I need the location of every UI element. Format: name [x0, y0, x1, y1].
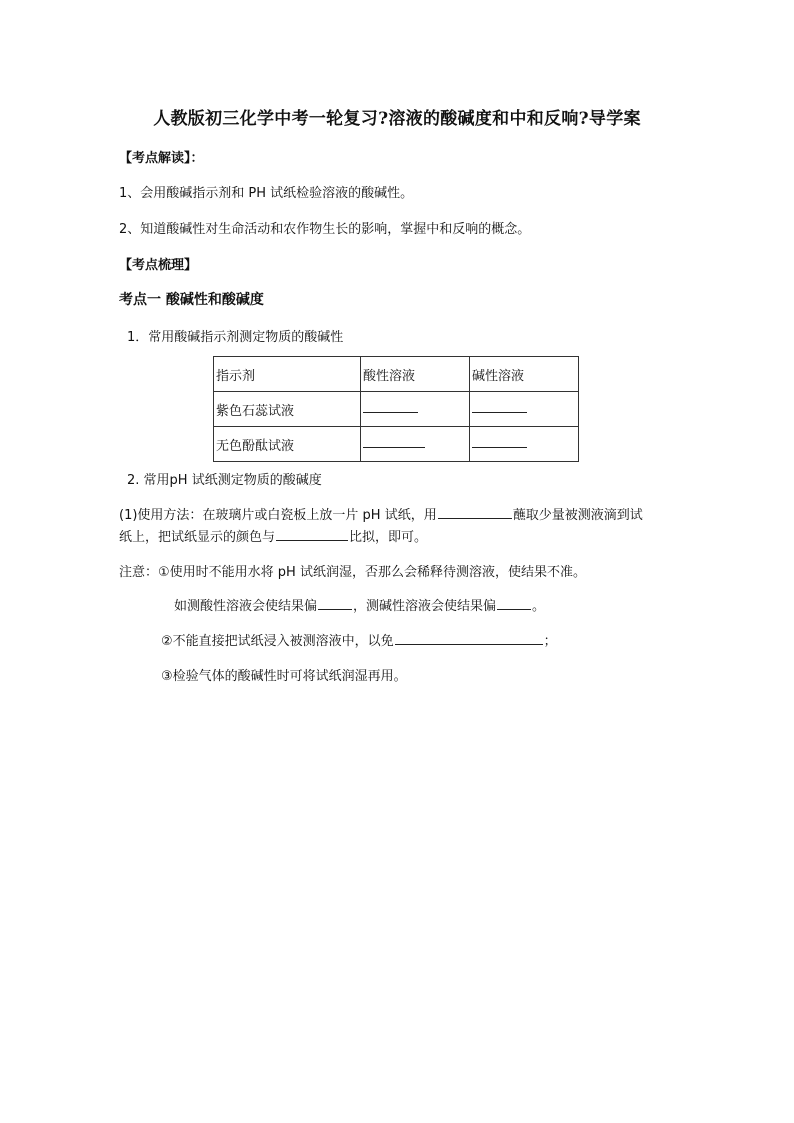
note-text: ，测碱性溶液会使结果偏 [353, 599, 497, 614]
note-2 [161, 630, 557, 649]
table-header-row [214, 357, 579, 392]
table-header-cell: 指示剂 [214, 357, 361, 392]
table-cell-blank[interactable] [361, 427, 470, 462]
table-cell-blank[interactable] [470, 427, 579, 462]
item-2: 2. 常用pH 试纸测定物质的酸碱度 [127, 473, 322, 488]
note-1: 注意：①使用时不能用水将 pH 试纸润湿，否那么会稀释待测溶液，使结果不准。 [119, 565, 586, 580]
section-heading-review: 【考点梳理】 [119, 258, 198, 273]
usage-line-2 [119, 526, 427, 545]
fill-blank[interactable] [363, 402, 418, 413]
point-1: 1、会用酸碱指示剂和 PH 试纸检验溶液的酸碱性。 [119, 186, 414, 201]
fill-blank[interactable] [395, 632, 543, 645]
usage-text: 蘸取少量被测液滴到试 [512, 508, 643, 523]
usage-line-1 [119, 504, 643, 523]
table-header-cell: 酸性溶液 [361, 357, 470, 392]
note-1b [174, 595, 545, 614]
item-1: 1．常用酸碱指示剂测定物质的酸碱性 [127, 330, 344, 345]
page-title: 人教版初三化学中考一轮复习?溶液的酸碱度和中和反响?导学案 [153, 109, 641, 129]
usage-text: 比拟，即可。 [349, 530, 428, 545]
usage-text: 纸上，把试纸显示的颜色与 [119, 530, 276, 545]
usage-text: (1)使用方法：在玻璃片或白瓷板上放一片 pH 试纸，用 [119, 508, 437, 523]
table-cell-blank[interactable] [361, 392, 470, 427]
table-cell-indicator: 紫色石蕊试液 [214, 392, 361, 427]
fill-blank[interactable] [497, 597, 531, 610]
note-text: ②不能直接把试纸浸入被测溶液中，以免 [161, 634, 394, 649]
topic-heading-1: 考点一 酸碱性和酸碱度 [119, 292, 264, 308]
note-text: ； [543, 634, 557, 649]
table-header-cell: 碱性溶液 [470, 357, 579, 392]
section-heading-interpretation: 【考点解读】： [119, 151, 204, 166]
fill-blank[interactable] [318, 597, 352, 610]
note-3: ③检验气体的酸碱性时可将试纸润湿再用。 [161, 669, 407, 684]
note-text: 。 [532, 599, 546, 614]
fill-blank[interactable] [276, 528, 348, 541]
table-row [214, 392, 579, 427]
table-row [214, 427, 579, 462]
indicator-table [213, 356, 579, 462]
fill-blank[interactable] [472, 402, 527, 413]
note-text: 如测酸性溶液会使结果偏 [174, 599, 318, 614]
fill-blank[interactable] [438, 506, 512, 519]
fill-blank[interactable] [472, 437, 527, 448]
point-2: 2、知道酸碱性对生命活动和农作物生长的影响，掌握中和反响的概念。 [119, 222, 531, 237]
table-cell-blank[interactable] [470, 392, 579, 427]
table-cell-indicator: 无色酚酞试液 [214, 427, 361, 462]
fill-blank[interactable] [363, 437, 425, 448]
